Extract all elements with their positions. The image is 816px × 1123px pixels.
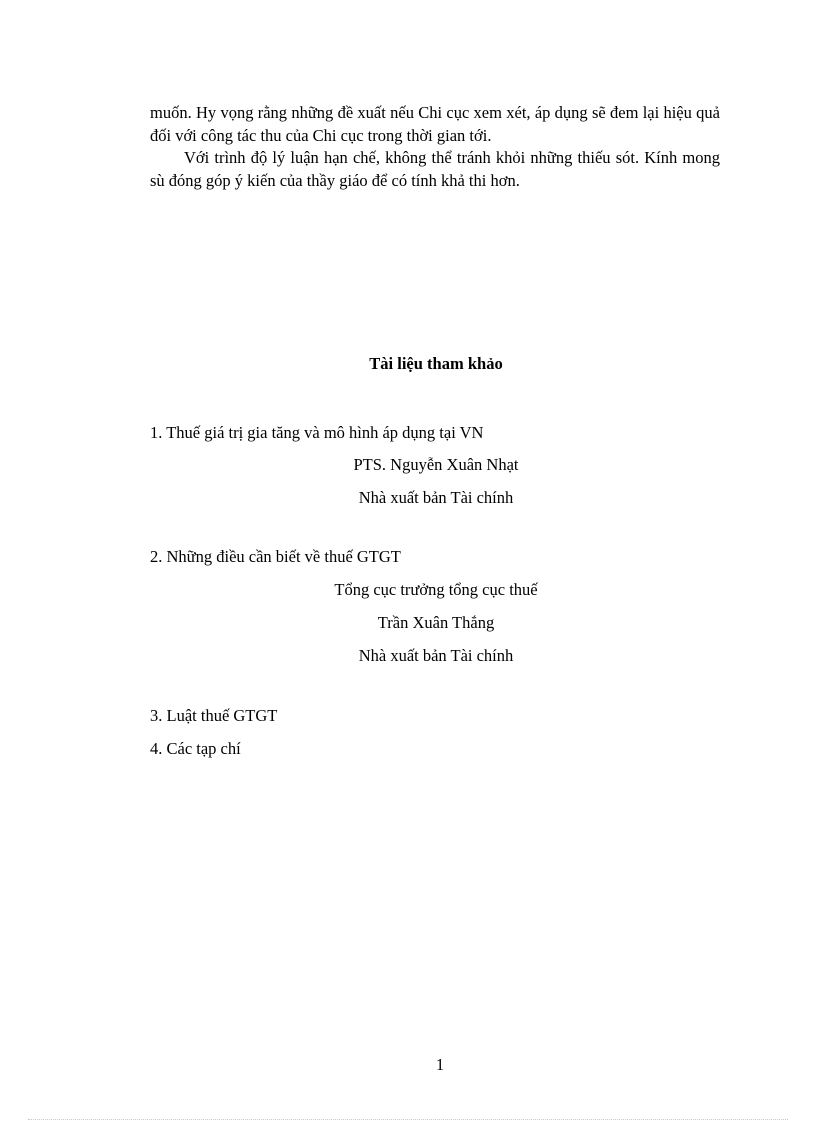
body-paragraph: Với trình độ lý luận hạn chế, không thể tránh khỏi những thiếu sót. Kính mong sù đóng góp ý kiến của thầy giáo để có tính khả thi hơn. <box>150 148 720 190</box>
body-paragraph: muốn. Hy vọng rằng những đề xuất nếu Chi cục xem xét, áp dụng sẽ đem lại hiệu quả đối với công tác thu của Chi cục trong thời gian tới. <box>150 103 720 145</box>
reference-author: Trần Xuân Thắng <box>377 613 495 632</box>
reference-author-role: Tổng cục trưởng tổng cục thuế <box>334 580 538 599</box>
reference-publisher: Nhà xuất bản Tài chính <box>358 646 514 665</box>
reference-item-title: 2. Những điều cần biết về thuế GTGT <box>150 547 401 566</box>
page-number: 1 <box>435 1055 445 1074</box>
reference-author: PTS. Nguyễn Xuân Nhạt <box>353 455 519 474</box>
reference-item-title: 1. Thuế giá trị gia tăng và mô hình áp dụng tại VN <box>150 423 484 442</box>
reference-item-title: 4. Các tạp chí <box>150 739 241 758</box>
reference-publisher: Nhà xuất bản Tài chính <box>358 488 514 507</box>
reference-item-title: 3. Luật thuế GTGT <box>150 706 278 725</box>
references-title: Tài liệu tham khảo <box>369 354 503 373</box>
page-bottom-divider <box>28 1119 788 1120</box>
